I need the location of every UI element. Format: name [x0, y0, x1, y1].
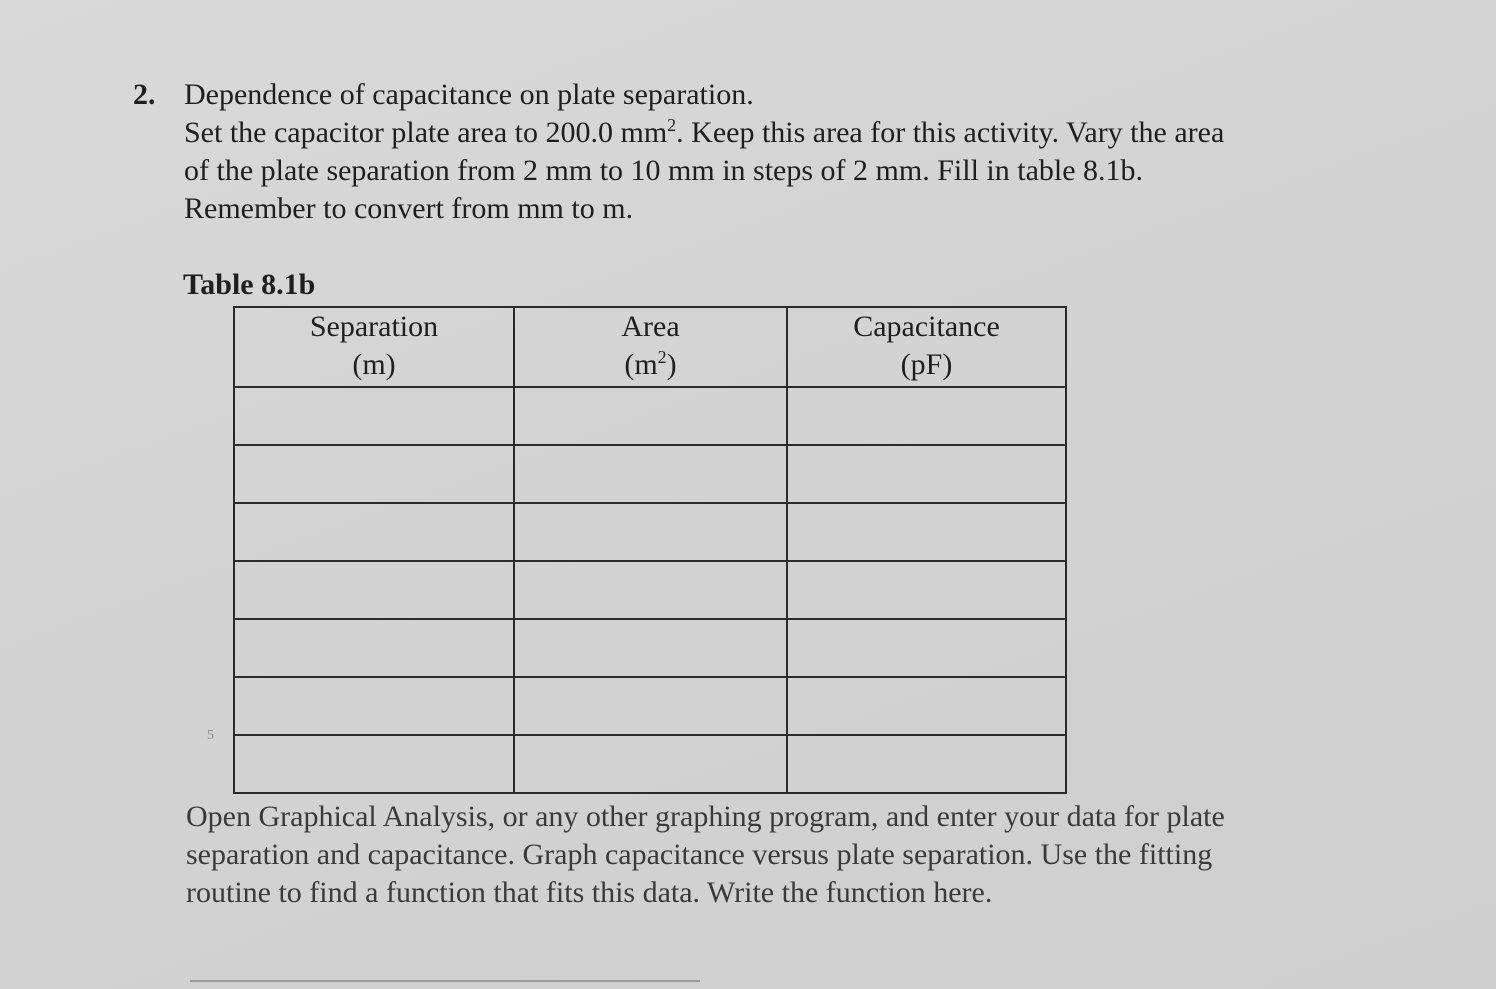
header-area [514, 307, 787, 387]
area-cell[interactable] [514, 561, 787, 619]
capacitance-cell[interactable] [787, 387, 1066, 445]
header-separation-unit: (m) [352, 348, 396, 381]
problem-title: Dependence of capacitance on plate separation. [184, 78, 754, 111]
instruction-line-3: Remember to convert from mm to m. [184, 192, 634, 225]
table-row [234, 445, 1066, 503]
capacitance-cell[interactable] [787, 619, 1066, 677]
table-row [234, 677, 1066, 735]
instruction-line-1 [184, 114, 1374, 152]
header-capacitance [787, 307, 1066, 387]
separation-cell[interactable] [234, 735, 514, 793]
header-area-unit [515, 346, 786, 384]
area-cell[interactable] [514, 735, 787, 793]
area-cell[interactable] [514, 503, 787, 561]
separation-cell[interactable] [234, 387, 514, 445]
header-separation-name: Separation [309, 310, 439, 343]
table-caption: Table 8.1b [183, 268, 316, 301]
capacitance-cell[interactable] [787, 503, 1066, 561]
area-cell[interactable] [514, 619, 787, 677]
table-row [234, 735, 1066, 793]
header-separation [234, 307, 514, 387]
instruction-line-1-text: Set the capacitor plate area to 200.0 mm [184, 116, 668, 149]
separation-cell[interactable] [234, 445, 514, 503]
followup-line-1: Open Graphical Analysis, or any other graphing program, and enter your data for plate [186, 800, 1225, 833]
area-exponent: 2 [667, 115, 677, 135]
area-cell[interactable] [514, 445, 787, 503]
table-row [234, 387, 1066, 445]
area-cell[interactable] [514, 677, 787, 735]
separation-cell[interactable] [234, 503, 514, 561]
area-cell[interactable] [514, 387, 787, 445]
instruction-line-2: of the plate separation from 2 mm to 10 mm in steps of 2 mm. Fill in table 8.1b. [184, 154, 1144, 187]
header-area-unit-suffix: ) [666, 348, 677, 381]
followup-line-3: routine to find a function that fits this data. Write the function here. [186, 876, 993, 909]
header-capacitance-unit: (pF) [900, 348, 953, 381]
header-capacitance-name: Capacitance [853, 310, 1000, 343]
followup-instructions [186, 798, 1346, 912]
table-row [234, 503, 1066, 561]
margin-mark: 5 [207, 728, 214, 743]
problem-number: 2. [133, 78, 156, 111]
capacitance-cell[interactable] [787, 561, 1066, 619]
followup-line-2: separation and capacitance. Graph capacitance versus plate separation. Use the fitting [186, 838, 1213, 871]
data-table [233, 306, 1067, 794]
table-header-row [234, 307, 1066, 387]
separation-cell[interactable] [234, 619, 514, 677]
header-area-name: Area [621, 310, 680, 343]
header-area-unit-exponent: 2 [657, 347, 667, 367]
capacitance-cell[interactable] [787, 677, 1066, 735]
separation-cell[interactable] [234, 677, 514, 735]
header-area-unit-prefix: (m [624, 348, 658, 381]
capacitance-cell[interactable] [787, 445, 1066, 503]
table-row [234, 619, 1066, 677]
answer-line[interactable] [190, 980, 700, 982]
table-body [234, 387, 1066, 793]
separation-cell[interactable] [234, 561, 514, 619]
capacitance-cell[interactable] [787, 735, 1066, 793]
instruction-line-1-rest: . Keep this area for this activity. Vary the area [676, 116, 1225, 149]
problem-body [184, 76, 1374, 228]
table-row [234, 561, 1066, 619]
